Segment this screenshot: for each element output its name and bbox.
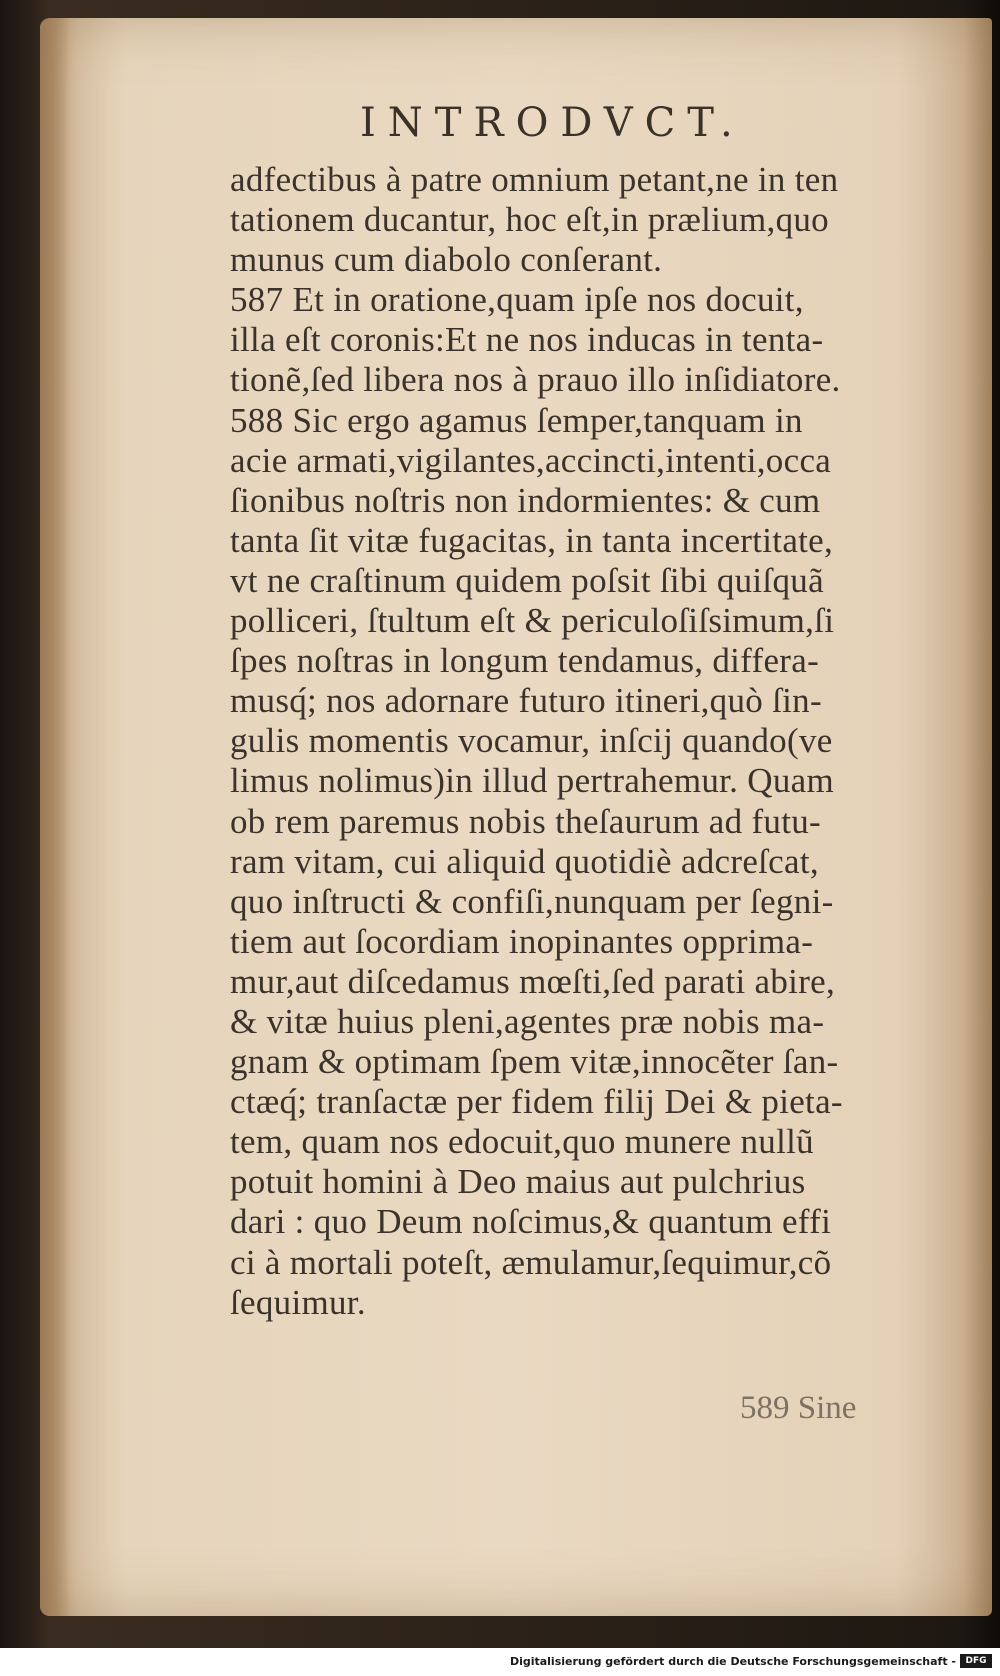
text-line: ctæq́; tranſactæ per fidem filij Dei & pieta- xyxy=(230,1082,843,1122)
text-line: ſpes noſtras in longum tendamus, differa- xyxy=(230,641,820,681)
text-line: quo inſtructi & confiſi,nunquam per ſegni- xyxy=(230,881,834,921)
text-line: musq́; nos adornare futuro itineri,quò ſin- xyxy=(230,681,822,721)
catchword: 589 Sine xyxy=(740,1390,857,1426)
text-line: dari : quo Deum noſcimus,& quantum effi xyxy=(230,1202,832,1242)
text-line: limus nolimus)in illud pertrahemur. Quam xyxy=(230,761,835,801)
text-line: mur,aut diſcedamus mœſti,ſed parati abire, xyxy=(230,961,836,1001)
body-text xyxy=(230,160,950,1323)
text-line: ſequimur. xyxy=(230,1282,366,1322)
text-line: tem, quam nos edocuit,quo munere nullũ xyxy=(230,1122,814,1162)
text-line: potuit homini à Deo maius aut pulchrius xyxy=(230,1162,806,1202)
text-line: 587 Et in oratione,quam ipſe nos docuit, xyxy=(230,280,804,320)
text-line: tionẽ,ſed libera nos à prauo illo inſidiatore. xyxy=(230,360,841,400)
text-line: gnam & optimam ſpem vitæ,innocẽter ſan- xyxy=(230,1042,839,1082)
dfg-logo-icon: DFG xyxy=(960,1654,992,1668)
text-line: ram vitam, cui aliquid quotidiè adcreſcat, xyxy=(230,841,819,881)
footer-credit: Digitalisierung gefördert durch die Deutsche Forschungsgemeinschaft - xyxy=(509,1655,956,1668)
text-line: ci à mortali poteſt, æmulamur,ſequimur,cõ xyxy=(230,1242,832,1282)
text-line: adfectibus à patre omnium petant,ne in ten xyxy=(230,160,839,199)
text-line: tiem aut ſocordiam inopinantes opprima- xyxy=(230,921,814,961)
text-line: polliceri, ſtultum eſt & periculoſiſsimum,ſi xyxy=(230,601,835,641)
text-line: acie armati,vigilantes,accincti,intenti,occa xyxy=(230,440,832,480)
text-line: munus cum diabolo conſerant. xyxy=(230,240,663,280)
text-line: ob rem paremus nobis theſaurum ad futu- xyxy=(230,801,821,841)
text-line: vt ne craſtinum quidem poſsit ſibi quiſquã xyxy=(230,560,824,600)
running-head: INTRODVCT. xyxy=(360,100,745,146)
text-line: 588 Sic ergo agamus ſemper,tanquam in xyxy=(230,400,803,440)
text-line: gulis momentis vocamur, inſcij quando(ve xyxy=(230,721,833,761)
text-line: tanta ſit vitæ fugacitas, in tanta incertitate, xyxy=(230,520,834,560)
text-line: illa eſt coronis:Et ne nos inducas in tenta- xyxy=(230,320,824,360)
text-line: & vitæ huius pleni,agentes præ nobis ma- xyxy=(230,1001,825,1041)
text-line: ſionibus noſtris non indormientes: & cum xyxy=(230,480,821,520)
text-line: tationem ducantur, hoc eſt,in prælium,quo xyxy=(230,200,829,240)
